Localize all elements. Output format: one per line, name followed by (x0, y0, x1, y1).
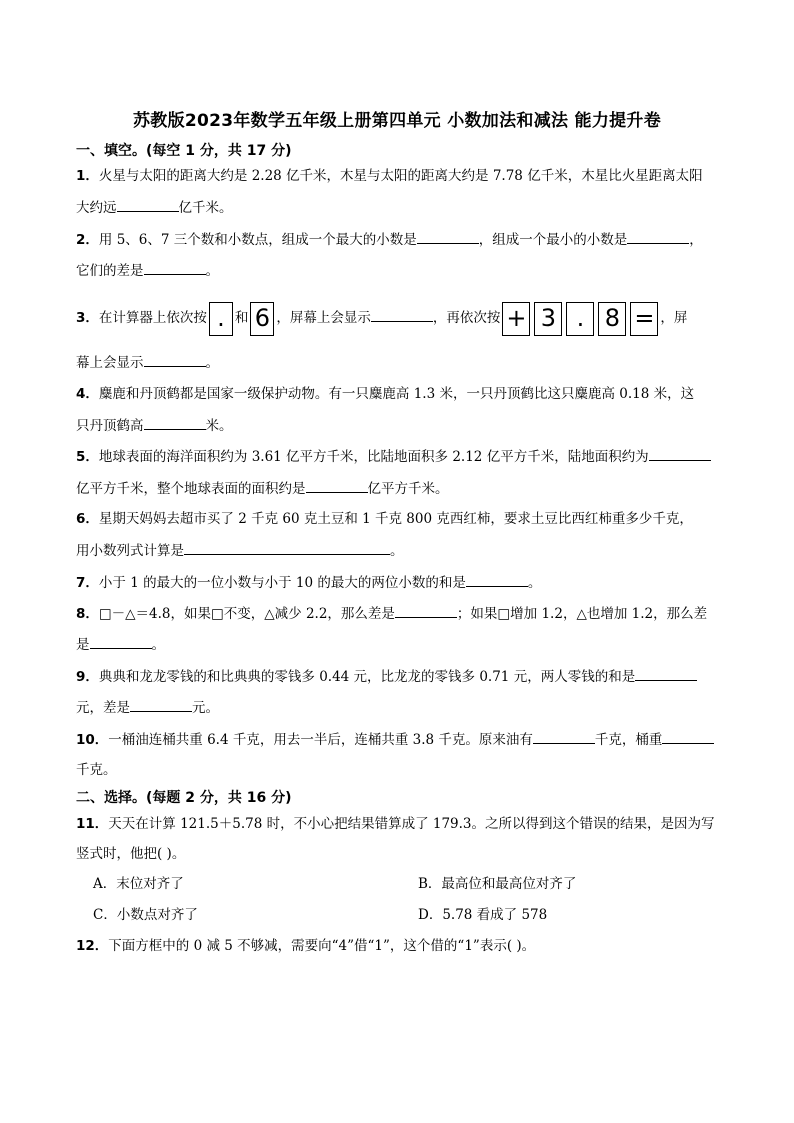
question-number: 10． (76, 732, 109, 748)
answer-blank[interactable] (130, 697, 192, 712)
calculator-key-6: 6 (250, 302, 274, 336)
question-number: 11． (76, 816, 109, 832)
question-text: ；如果□增加 1.2，△也增加 1.2，那么差 (456, 606, 708, 622)
answer-blank[interactable] (184, 540, 390, 555)
question-text: 典典和龙龙零钱的和比典典的零钱多 0.44 元，比龙龙的零钱多 0.71 元，两人零钱的和是 (98, 669, 636, 685)
question-text: 千克，桶重 (594, 732, 663, 748)
answer-blank[interactable] (417, 229, 479, 244)
answer-blank[interactable] (90, 634, 152, 649)
question-8-line-1 (76, 603, 707, 624)
question-3-line-2 (76, 352, 219, 373)
question-text: 亿千米。 (178, 200, 233, 216)
page-title: 苏教版2023年数学五年级上册第四单元 小数加法和减法 能力提升卷 (132, 111, 662, 131)
question-text: 它们的差是 (76, 263, 144, 279)
question-text: 是 (76, 637, 90, 653)
answer-blank[interactable] (533, 729, 595, 744)
question-11-line-1 (76, 814, 715, 834)
question-text: 。 (390, 543, 404, 559)
question-3-line-1 (76, 301, 687, 336)
section-choice-heading: 二、选择。(每题 2 分，共 16 分) (76, 790, 292, 806)
question-text: 一桶油连桶共重 6.4 千克，用去一半后，连桶共重 3.8 千克。原来油有 (108, 732, 533, 748)
answer-blank[interactable] (627, 229, 689, 244)
question-9-line-1 (76, 666, 697, 687)
question-text: □－△＝4.8，如果□不变，△减少 2.2，那么差是 (98, 606, 395, 622)
question-text: 幕上会显示 (76, 355, 144, 371)
calculator-key-plus: + (502, 302, 530, 336)
choice-option-b[interactable]: B．最高位和最高位对齐了 (418, 876, 577, 892)
question-number: 6． (76, 511, 99, 527)
question-text: 只丹顶鹤高 (76, 418, 144, 434)
question-text: 米。 (205, 418, 233, 434)
question-text: ， (689, 232, 703, 248)
question-number: 7． (76, 575, 99, 591)
calculator-key-dot: . (566, 302, 594, 336)
question-text: 。 (527, 575, 542, 591)
answer-blank[interactable] (649, 446, 711, 461)
question-number: 9． (76, 669, 99, 685)
choice-option-d[interactable]: D．5.78 看成了 578 (418, 907, 548, 923)
question-text: 。 (205, 263, 219, 279)
question-7-line-1 (76, 572, 541, 593)
question-text: 元，差是 (76, 700, 130, 716)
answer-blank[interactable] (371, 307, 433, 322)
question-text: 用小数列式计算是 (76, 543, 184, 559)
question-number: 12． (76, 938, 109, 954)
question-text: 天天在计算 121.5＋5.78 时，不小心把结果错算成了 179.3。之所以得到这个错误的结果，是因为写 (108, 816, 715, 832)
question-text: 麋鹿和丹顶鹤都是国家一级保护动物。有一只麋鹿高 1.3 米，一只丹顶鹤比这只麋鹿高 0.18 米，这 (98, 386, 695, 402)
question-number: 4． (76, 386, 99, 402)
question-text: 火星与太阳的距离大约是 2.28 亿千米，木星与太阳的距离大约是 7.78 亿千米，木星比火星距离太阳 (98, 168, 703, 184)
question-10-line-2 (76, 760, 117, 780)
answer-blank[interactable] (117, 197, 179, 212)
question-text: ，组成一个最小的小数是 (478, 232, 628, 248)
answer-blank[interactable] (144, 352, 206, 367)
question-text: 竖式时，他把( )。 (76, 846, 186, 862)
question-text: ，再依次按 (432, 310, 501, 326)
section-fill-blank-heading: 一、填空。(每空 1 分，共 17 分) (76, 143, 292, 159)
question-10-line-1 (76, 729, 714, 750)
question-4-line-2 (76, 415, 233, 436)
question-text: ，屏 (660, 310, 688, 326)
question-2-line-1 (76, 229, 703, 250)
question-text: 亿平方千米。 (367, 481, 449, 497)
question-text: 下面方框中的 0 减 5 不够减，需要向“4”借“1”，这个借的“1”表示( )。 (108, 938, 536, 954)
question-number: 2． (76, 232, 99, 248)
question-9-line-2 (76, 697, 219, 718)
question-text: 地球表面的海洋面积约为 3.61 亿平方千米，比陆地面积多 2.12 亿平方千米，陆地面积约为 (98, 449, 649, 465)
question-1-line-2 (76, 197, 233, 218)
question-6-line-1 (76, 509, 693, 529)
question-text: 和 (234, 310, 249, 326)
question-text: 大约远 (76, 200, 117, 216)
question-12-line-1 (76, 936, 535, 956)
question-text: 小于 1 的最大的一位小数与小于 10 的最大的两位小数的和是 (98, 575, 466, 591)
question-number: 5． (76, 449, 99, 465)
question-5-line-1 (76, 446, 711, 467)
question-text: 。 (205, 355, 219, 371)
calculator-key-8: 8 (598, 302, 626, 336)
question-11-line-2 (76, 844, 185, 864)
answer-blank[interactable] (144, 260, 206, 275)
answer-blank[interactable] (144, 415, 206, 430)
question-text: 千克。 (76, 762, 117, 778)
question-text: 。 (151, 637, 165, 653)
question-text: 亿平方千米，整个地球表面的面积约是 (76, 481, 306, 497)
question-text: 星期天妈妈去超市买了 2 千克 60 克土豆和 1 千克 800 克西红柿，要求土豆比西红柿重多少千克， (98, 511, 693, 527)
question-5-line-2 (76, 478, 449, 499)
choice-option-a[interactable]: A．末位对齐了 (93, 876, 184, 892)
question-number: 1． (76, 168, 99, 184)
calculator-key-dot: . (209, 302, 233, 336)
answer-blank[interactable] (662, 729, 714, 744)
question-text: 元。 (192, 700, 219, 716)
calculator-key-3: 3 (534, 302, 562, 336)
question-8-line-2 (76, 634, 165, 655)
question-6-line-2 (76, 540, 404, 561)
question-4-line-1 (76, 384, 694, 404)
question-1-line-1 (76, 166, 703, 186)
answer-blank[interactable] (466, 572, 528, 587)
question-number: 8． (76, 606, 99, 622)
choice-option-c[interactable]: C．小数点对齐了 (93, 907, 198, 923)
question-text: 用 5、6、7 三个数和小数点，组成一个最大的小数是 (98, 232, 417, 248)
answer-blank[interactable] (395, 603, 457, 618)
answer-blank[interactable] (306, 478, 368, 493)
calculator-key-equals: = (630, 302, 658, 336)
question-number: 3． (76, 310, 99, 326)
answer-blank[interactable] (635, 666, 697, 681)
question-2-line-2 (76, 260, 219, 281)
question-text: ，屏幕上会显示 (276, 310, 371, 326)
question-text: 在计算器上依次按 (98, 310, 207, 326)
